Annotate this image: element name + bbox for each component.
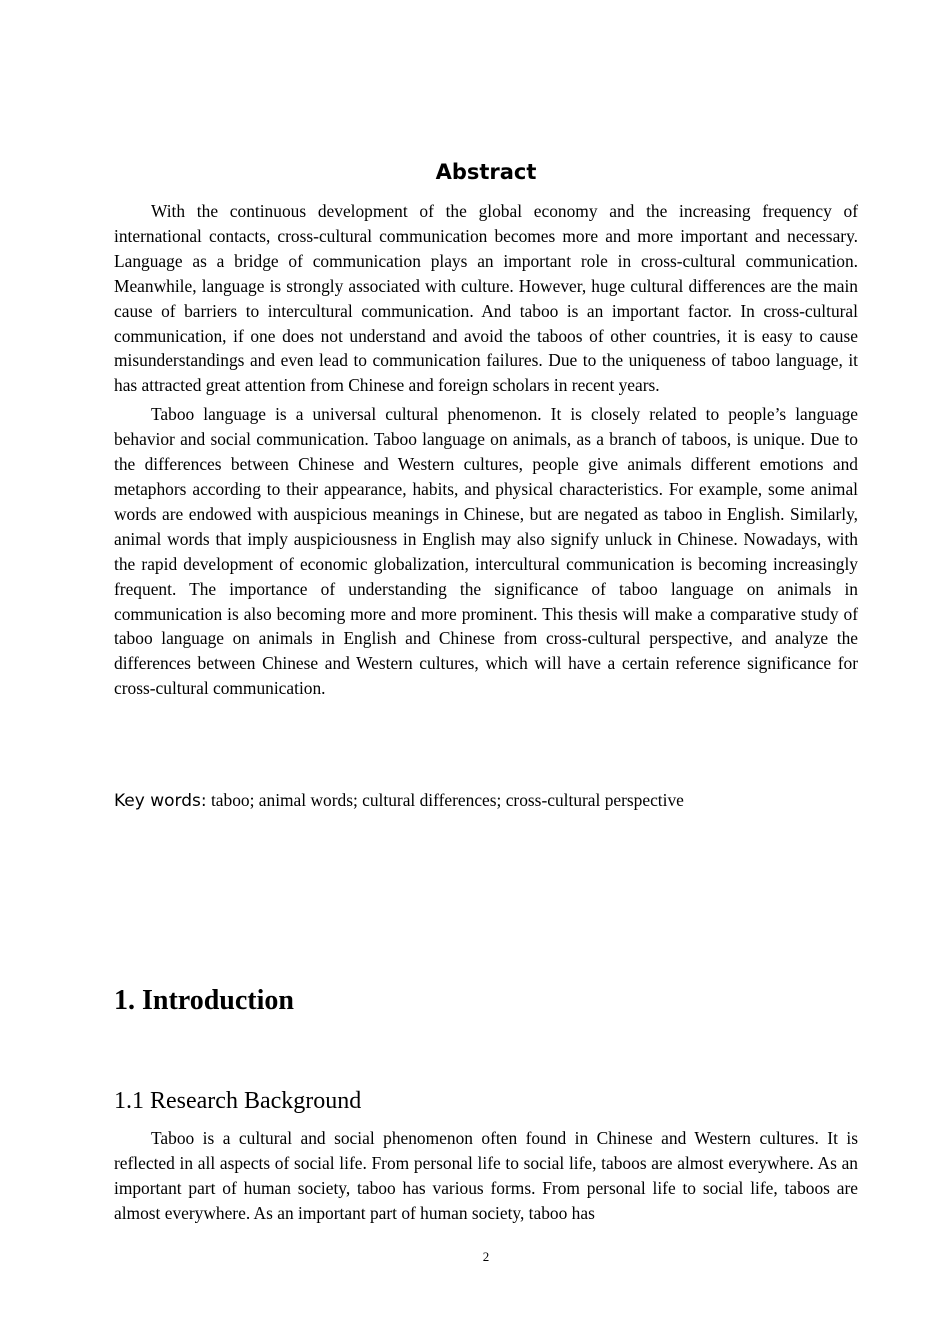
keywords-label: Key words: (114, 791, 207, 811)
document-page (114, 0, 858, 1344)
research-background-heading: 1.1 Research Background (114, 1088, 362, 1114)
page-number: 2 (482, 1249, 490, 1264)
abstract-paragraph-1: With the continuous development of the global economy and the increasing frequency of international contacts, cross-cultural communication becomes more and more important and necessary. Language as a bridge of communication plays an important role in cross-cultural communication. Meanwhile, language is strongly associated with culture. However, huge cultural differences are the main cause of barriers to intercultural communication. And taboo is an important factor. In cross-cultural communication, if one does not understand and avoid the taboos of other countries, it is easy to cause misunderstandings and even lead to communication failures. Due to the uniqueness of taboo language, it has attracted great attention from Chinese and foreign scholars in recent years. (114, 201, 858, 396)
abstract-heading: Abstract (435, 160, 537, 184)
introduction-body (114, 1126, 858, 1226)
keywords-line (114, 788, 858, 813)
keywords-text: taboo; animal words; cultural differences; cross-cultural perspective (210, 790, 684, 810)
introduction-paragraph: Taboo is a cultural and social phenomenon often found in Chinese and Western cultures. It is reflected in all aspects of social life. From personal life to social life, taboos are almost everywhere. As an important part of human society, taboo has various forms. From personal life to social life, taboos are almost everywhere. As an important part of human society, taboo has (114, 1128, 858, 1223)
introduction-heading: 1. Introduction (114, 985, 294, 1016)
abstract-paragraph-2: Taboo language is a universal cultural phenomenon. It is closely related to people’s language behavior and social communication. Taboo language on animals, as a branch of taboos, is unique. Due to the differences between Chinese and Western cultures, people give animals different emotions and metaphors according to their appearance, habits, and physical characteristics. For example, some animal words are endowed with auspicious meanings in Chinese, but are negated as taboo in English. Similarly, animal words that imply auspiciousness in English may also signify unluck in Chinese. Nowadays, with the rapid development of economic globalization, intercultural communication is becoming increasingly frequent. The importance of understanding the significance of taboo language on animals in communication is also becoming more and more prominent. This thesis will make a comparative study of taboo language on animals in English and Chinese from cross-cultural perspective, and analyze the differences between Chinese and Western cultures, which will have a certain reference significance for cross-cultural communication. (114, 404, 858, 699)
abstract-body (114, 199, 858, 701)
